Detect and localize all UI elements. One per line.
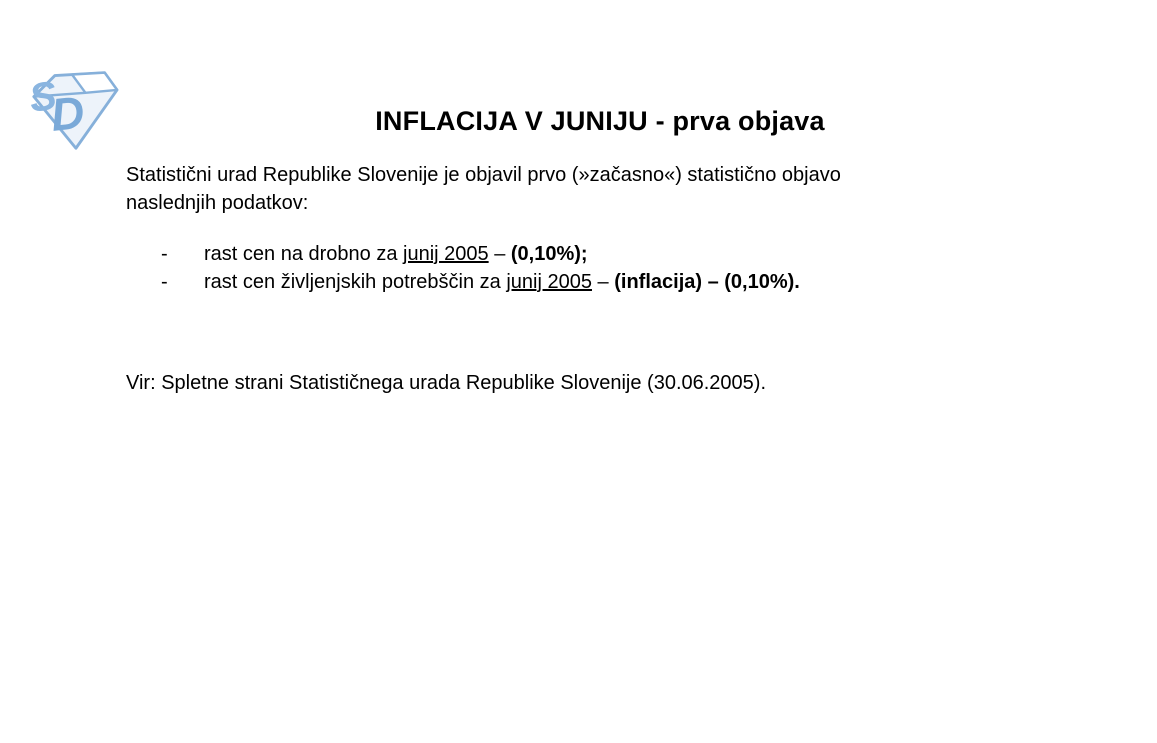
item-text: rast cen življenjskih potrebščin za — [204, 271, 507, 293]
svg-text:S: S — [26, 72, 60, 121]
dash-bullet: - — [161, 243, 168, 265]
item-text: rast cen na drobno za — [204, 243, 404, 265]
list-item — [126, 268, 1026, 296]
page-title: INFLACIJA V JUNIJU - prva objava — [375, 106, 825, 136]
sd-diamond-logo-icon — [26, 66, 122, 154]
intro-line-2: naslednjih podatkov: — [126, 192, 309, 214]
item-separator: – — [488, 243, 511, 265]
item-bold-value: (0,10%); — [510, 243, 588, 265]
list-item — [126, 240, 1026, 268]
item-underlined-date: junij 2005 — [403, 243, 489, 265]
intro-line-1: Statistični urad Republike Slovenije je objavil prvo (»začasno«) statistično objavo — [126, 164, 841, 186]
item-separator: – — [591, 271, 615, 293]
svg-text:D: D — [48, 85, 87, 141]
item-underlined-date: junij 2005 — [506, 271, 592, 293]
intro-paragraph — [126, 161, 1046, 217]
source-citation: Vir: Spletne strani Statističnega urada Republike Slovenije (30.06.2005). — [126, 372, 767, 394]
facts-list — [126, 240, 1026, 296]
item-bold-value: (inflacija) – (0,10%). — [614, 271, 800, 293]
dash-bullet: - — [161, 271, 168, 293]
